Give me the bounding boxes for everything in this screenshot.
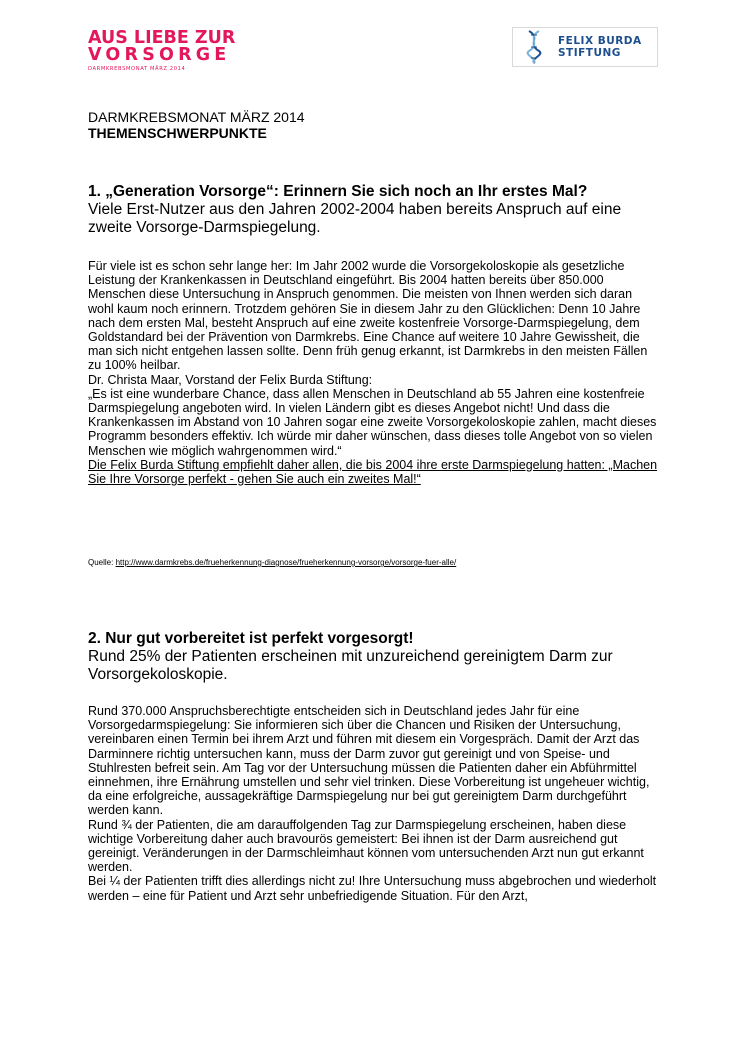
section-1-paragraph: Für viele ist es schon sehr lange her: Im Jahr 2002 wurde die Vorsorgekoloskopie als gesetzliche Leistung der Krankenkassen in Deutschland eingeführt. Bis 2004 hatten bereits über 850.000 Menschen diese Untersuchung in Anspruch genommen. Die meisten von Ihnen werden sich daran wohl kaum noch erinnern. Trotzdem gehören Sie in diesem Jahr zu den Glücklichen: Denn 10 Jahre nach dem ersten Mal, besteht Anspruch auf eine zweite kostenfreie Vorsorge-Darmspiegelung, dem Goldstandard bei der Prävention von Darmkrebs. Eine Chance auf weitere 10 Jahre Gewissheit, die man sich nicht entgehen lassen sollte. Denn früh genug erkannt, ist Darmkrebs in den meisten Fällen zu 100% heilbar. <box>88 259 648 373</box>
section-2-body <box>88 704 658 903</box>
source-link[interactable]: http://www.darmkrebs.de/frueherkennung-diagnose/frueherkennung-vorsorge/vorsorge-fuer-alle/ <box>115 558 457 567</box>
foundation-name-line2: STIFTUNG <box>558 47 621 59</box>
dna-helix-icon <box>523 30 545 64</box>
section-2 <box>88 630 658 684</box>
section-1-body <box>88 259 658 486</box>
campaign-logo-line3: DARMKREBSMONAT MÄRZ 2014 <box>88 66 186 72</box>
quote-intro: Dr. Christa Maar, Vorstand der Felix Burda Stiftung: <box>88 372 373 387</box>
header-topics: THEMENSCHWERPUNKTE <box>88 125 267 141</box>
foundation-name-line1: FELIX BURDA <box>558 35 642 47</box>
section-2-subtitle: Rund 25% der Patienten erscheinen mit unzureichend gereinigtem Darm zur Vorsorgekoloskopie. <box>88 648 613 683</box>
quote-text: „Es ist eine wunderbare Chance, dass allen Menschen in Deutschland ab 55 Jahren eine kostenfreie Darmspiegelung angeboten wird. In vielen Ländern gibt es dieses Angebot nicht! Und dass die Krankenkassen im Abstand von 10 Jahren sogar eine zweite Vorsorgekoloskopie zahlen, macht dieses Programm besonders effektiv. Ich würde mir daher wünschen, dass dieses tolle Angebot von so vielen Menschen wie möglich wahrgenommen wird.“ <box>88 386 657 458</box>
section-2-title: 2. Nur gut vorbereitet ist perfekt vorgesorgt! <box>88 630 414 647</box>
header-month: DARMKREBSMONAT MÄRZ 2014 <box>88 109 305 125</box>
section-2-paragraph-3: Bei ¼ der Patienten trifft dies allerdings nicht zu! Ihre Untersuchung muss abgebrochen und wiederholt werden – eine für Patient und Arzt sehr unbefriedigende Situation. Für den Arzt, <box>88 874 657 903</box>
section-2-paragraph-1: Rund 370.000 Anspruchsberechtigte entscheiden sich in Deutschland jedes Jahr für eine Vorsorgedarmspiegelung: Sie informieren sich über die Chancen und Risiken der Untersuchung, vereinbaren einen Termin bei ihrem Arzt und führen mit diesem ein Vorgespräch. Damit der Arzt das Darminnere richtig untersuchen kann, muss der Darm zuvor gut gereinigt und von Speise- und Stuhlresten befreit sein. Am Tag vor der Untersuchung müssen die Patienten daher ein Abführmittel einnehmen, ihre Ernährung umstellen und sehr viel trinken. Diese Vorbereitung ist ungeheuer wichtig, da eine erfolgreiche, aussagekräftige Darmspiegelung nur bei gut gereinigtem Darm durchgeführt werden kann. <box>88 704 650 818</box>
section-1 <box>88 183 658 237</box>
document-header <box>88 109 658 141</box>
source-label: Quelle: <box>88 558 116 567</box>
campaign-logo-line2: VORSORGE <box>88 45 231 65</box>
source-line <box>88 558 658 568</box>
section-1-subtitle: Viele Erst-Nutzer aus den Jahren 2002-2004 haben bereits Anspruch auf eine zweite Vorsorge-Darmspiegelung. <box>88 201 622 236</box>
campaign-logo-line1: AUS LIEBE ZUR <box>88 28 236 48</box>
section-1-title: 1. „Generation Vorsorge“: Erinnern Sie sich noch an Ihr erstes Mal? <box>88 183 588 200</box>
campaign-logo <box>88 30 235 72</box>
section-2-paragraph-2: Rund ¾ der Patienten, die am darauffolgenden Tag zur Darmspiegelung erscheinen, haben diese wichtige Vorbereitung daher auch bravourös gemeistert: Bei ihnen ist der Darm ausreichend gut gereinigt. Veränderungen in der Darmschleimhaut können vom untersuchenden Arzt nun gut erkannt werden. <box>88 817 644 875</box>
foundation-logo <box>512 27 658 67</box>
recommendation-text: Die Felix Burda Stiftung empfiehlt daher allen, die bis 2004 ihre erste Darmspiegelung hatten: „Machen Sie Ihre Vorsorge perfekt - gehen Sie auch ein zweites Mal!“ <box>88 457 658 487</box>
